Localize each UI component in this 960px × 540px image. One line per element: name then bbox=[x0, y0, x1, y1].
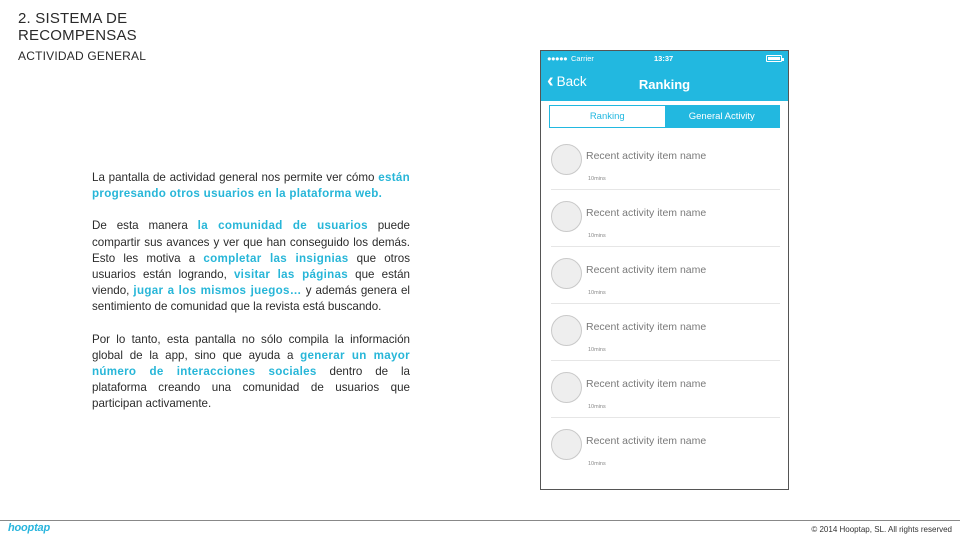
slide-subtitle: ACTIVIDAD GENERAL bbox=[18, 49, 147, 63]
paragraph-2 bbox=[92, 218, 410, 315]
divider bbox=[551, 303, 780, 304]
back-label: Back bbox=[556, 73, 587, 89]
avatar bbox=[551, 201, 582, 232]
avatar bbox=[551, 372, 582, 403]
carrier-label: Carrier bbox=[571, 54, 594, 63]
avatar bbox=[551, 144, 582, 175]
item-name: Recent activity item name bbox=[586, 207, 707, 219]
item-time: 10mins bbox=[588, 461, 606, 467]
text-run: puede compartir sus avances y ver que han conseguido los demás. Esto les motiva a bbox=[92, 219, 410, 265]
highlighted-text: visitar las páginas bbox=[233, 268, 348, 282]
paragraph-1 bbox=[92, 170, 410, 202]
slide-title: 2. SISTEMA DE RECOMPENSAS bbox=[18, 10, 137, 44]
highlighted-text: jugar a los mismos juegos… bbox=[133, 284, 302, 298]
footer-divider bbox=[0, 520, 960, 521]
hooptap-logo: hooptap bbox=[8, 522, 50, 534]
copyright-text: © 2014 Hooptap, SL. All rights reserved bbox=[811, 525, 952, 534]
divider bbox=[551, 189, 780, 190]
item-time: 10mins bbox=[588, 176, 606, 182]
segmented-control bbox=[549, 105, 780, 128]
text-run: que están viendo, bbox=[92, 268, 410, 298]
activity-list bbox=[541, 141, 788, 483]
item-time: 10mins bbox=[588, 233, 606, 239]
text-run: que otros usuarios están logrando, bbox=[92, 251, 410, 282]
nav-title: Ranking bbox=[638, 77, 691, 92]
list-item[interactable] bbox=[541, 198, 788, 255]
divider bbox=[551, 417, 780, 418]
chevron-left-icon: ‹ bbox=[547, 70, 554, 92]
description-text bbox=[92, 170, 410, 429]
text-run: dentro de la plataforma creando una comunidad de usuarios que participan activamente. bbox=[92, 365, 410, 411]
avatar bbox=[551, 315, 582, 346]
item-name: Recent activity item name bbox=[586, 378, 707, 390]
text-run: De esta manera bbox=[92, 219, 198, 233]
list-item[interactable] bbox=[541, 255, 788, 312]
tab-ranking[interactable]: Ranking bbox=[550, 106, 665, 127]
battery-icon bbox=[766, 55, 782, 62]
text-run: La pantalla de actividad general nos permite ver cómo bbox=[92, 171, 379, 184]
divider bbox=[551, 360, 780, 361]
nav-bar bbox=[541, 51, 788, 101]
item-name: Recent activity item name bbox=[586, 435, 707, 447]
highlighted-text: la comunidad de usuarios bbox=[197, 219, 368, 233]
status-time: 13:37 bbox=[654, 54, 674, 63]
item-name: Recent activity item name bbox=[586, 321, 707, 333]
avatar bbox=[551, 429, 582, 460]
item-time: 10mins bbox=[588, 404, 606, 410]
highlighted-text: están progresando otros usuarios en la plataforma web. bbox=[92, 171, 410, 201]
avatar bbox=[551, 258, 582, 289]
list-item[interactable] bbox=[541, 312, 788, 369]
text-run: Por lo tanto, esta pantalla no sólo compila la información global de la app, sino que ayuda a bbox=[92, 332, 410, 362]
phone-mockup bbox=[540, 50, 789, 490]
highlighted-text: completar las insignias bbox=[203, 251, 349, 265]
list-item[interactable] bbox=[541, 369, 788, 426]
tab-general-activity[interactable]: General Activity bbox=[665, 106, 780, 127]
status-bar bbox=[541, 54, 788, 66]
highlighted-text: generar un mayor número de interacciones sociales bbox=[92, 348, 410, 379]
item-time: 10mins bbox=[588, 347, 606, 353]
paragraph-3 bbox=[92, 332, 410, 413]
signal-icon: ●●●●● bbox=[547, 54, 568, 63]
item-name: Recent activity item name bbox=[586, 150, 707, 162]
text-run: y además genera el sentimiento de comunidad que la revista está buscando. bbox=[92, 284, 410, 314]
list-item[interactable] bbox=[541, 426, 788, 483]
list-item[interactable] bbox=[541, 141, 788, 198]
divider bbox=[551, 246, 780, 247]
item-name: Recent activity item name bbox=[586, 264, 707, 276]
item-time: 10mins bbox=[588, 290, 606, 296]
